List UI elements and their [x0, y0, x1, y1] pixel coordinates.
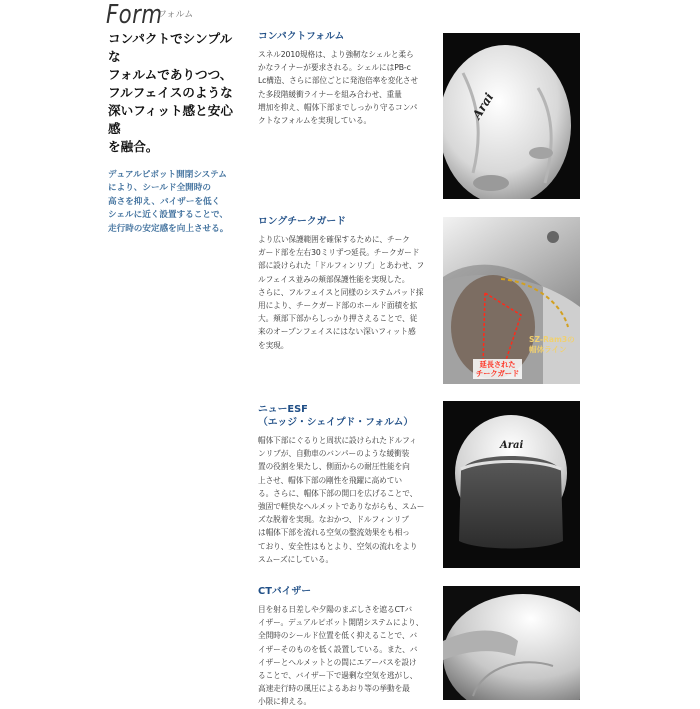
section-new-esf [258, 403, 434, 566]
section-title: CTバイザー [258, 586, 312, 597]
intro-headline: コンパクトでシンプルな フォルムでありつつ、 フルフェイスのような 深いフィット感と安心感 を融合。 [108, 31, 233, 154]
section-ct-visor [258, 585, 434, 709]
cheek-guard-caption: 延長された チークガード [473, 359, 522, 379]
helmet-top-photo [443, 33, 580, 199]
page-title: Form [106, 0, 163, 30]
section-title: ロングチークガード [258, 216, 346, 227]
page-subtitle: フォルム [158, 10, 194, 20]
helmet-logo: Arai [500, 440, 524, 451]
helmet-logo: Arai [469, 90, 497, 122]
section-body: 目を射る日差しや夕陽のまぶしさを遮るCTバ イザー。デュアルピボット開閉システムにより、 全開時のシールド位置を低く抑えることで、バ イザーそのものを低く設置している。また、バ イザーとヘルメットとの間にエアーパスを設け ることで、バイザー下で過剰な空気を逃がし、 高速走行時の風圧によるあおり等の挙動を最 小限に抑える。 [258, 605, 424, 707]
section-compact-form [258, 30, 434, 127]
section-body: 帽体下部にぐるりと周状に設けられたドルフィ ンリブが、自動車のバンパーのような緩衝装 置の役割を果たし、側面からの耐圧性能を向 上させ、帽体下部の剛性を飛躍に高めてい る。さらに、帽体下部の開口を広げることで、 強固で軽快なヘルメットでありながらも、スムー ズな脱着を実現。なおかつ、ドルフィンリブ は帽体下部を流れる空気の整流効果をも相っ ており、安全性はもとより、空気の流れをより スムーズにしている。 [258, 436, 425, 564]
cheek-guard-photo [443, 217, 580, 384]
section-title: コンパクトフォルム [258, 31, 345, 42]
visor-photo [443, 586, 580, 700]
intro-column [108, 30, 238, 236]
shell-line-caption: SZ-Ram3の 帽体ライン [529, 335, 575, 354]
intro-description: デュアルピボット開閉システム により、シールド全開時の 高さを抑え、バイザーを低く シェルに近く設置することで、 走行時の安定感を向上させる。 [108, 170, 229, 234]
section-long-cheek-guard [258, 215, 434, 352]
section-body: スネル2010規格は、より強靭なシェルと柔ら かなライナーが要求される。シェルにはPB-c Lc構造、さらに部位ごとに発泡倍率を変化させ た多段階緩衝ライナーを組み合わせ、重量 増加を抑え、帽体下部までしっかり守るコンパ クトなフォルムを実現している。 [258, 50, 419, 126]
section-title: ニューESF （エッジ・シェイプド・フォルム） [258, 404, 414, 428]
section-body: より広い保護範囲を確保するために、チーク ガード部を左右30ミリずつ延長。チークガード 部に設けられた「ドルフィンリブ」とあわせ、フ ルフェイス並みの頬部保護性能を実現した。 さらに、フルフェイスと同様のシステムパッド採 用により、チークガード部のホールド面積を拡 大。頬部下部からしっかり押さえることで、従 来のオープンフェイスにはない深いフィット感 を実現。 [258, 235, 425, 350]
helmet-front-photo [443, 401, 580, 568]
